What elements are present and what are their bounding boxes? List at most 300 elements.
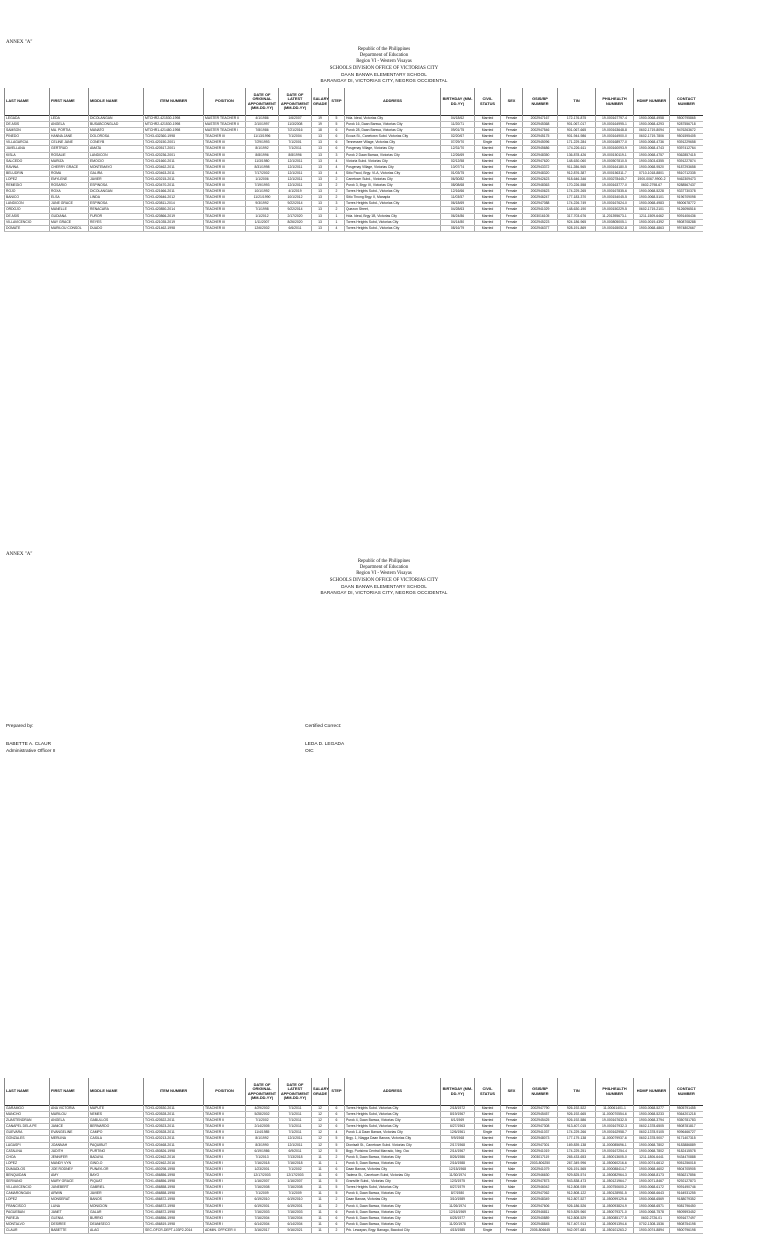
table-row (5, 225, 703, 231)
cell-gsis-number: 2002946377 (523, 225, 558, 231)
header-republic: Republic of the Philippines (357, 47, 411, 52)
cell-middle-name: FUROR (89, 213, 144, 219)
cell-address: Dionisalt St., Canetown Subd. Victorias City (345, 1142, 441, 1148)
cell-middle-name: LANDICON (89, 152, 144, 158)
cell-step: 4 (329, 158, 345, 164)
cell-last-name: LOPEZ (5, 176, 50, 182)
cell-first-name: CHERRY GRACE (50, 164, 89, 170)
cell-tin: 926-192-586 (558, 1118, 596, 1124)
cell-step: 5 (329, 1142, 345, 1148)
cell-sex: Female (501, 1148, 523, 1154)
cell-civil-status: Married (475, 1142, 501, 1148)
cell-philhealth-number: 11-000070554-6 (596, 1112, 634, 1118)
cell-contact-number: 9510712335 (670, 170, 703, 176)
cell-tin: 926-192-522 (558, 1106, 596, 1112)
cell-last-name: VILLAVICENCIO (5, 219, 50, 225)
cell-civil-status: Married (475, 225, 501, 231)
cell-last-name: CAMARONGAN (5, 1191, 50, 1197)
cell-philhealth-number: 19-000168977-0 (596, 140, 634, 146)
cell-original-appointment: 4/1/1986 (246, 116, 279, 122)
cell-hdmf-number: 1900-0068-7802 (634, 1148, 670, 1154)
column-header-last-name: LAST NAME (5, 88, 50, 116)
cell-item-number: TCH3-420528-2011 (144, 1130, 204, 1136)
cell-birthday: 11/26/1974 (441, 1203, 475, 1209)
cell-address: Purok 3, Brgy. III, Victorias City (345, 183, 441, 189)
cell-latest-appointment: 7/1/2011 (279, 146, 312, 152)
cell-last-name: BELUDRIN (5, 170, 50, 176)
cell-step: 4 (329, 1130, 345, 1136)
cell-item-number: TCH3-420646-2012 (144, 195, 204, 201)
cell-sex: Female (501, 189, 523, 195)
cell-address: Torres Heights Subd, Victorias City (345, 219, 441, 225)
personnel-table (4, 1078, 703, 1234)
cell-first-name: MARILOU (50, 1112, 89, 1118)
cell-middle-name: ALAG (89, 1227, 144, 1233)
cell-contact-number: 9337730378 (670, 189, 703, 195)
cell-middle-name: BERNARDO (89, 1124, 144, 1130)
cell-latest-appointment: 6/19/2010 (279, 1197, 312, 1203)
cell-position: MASTER TEACHER I (204, 128, 246, 134)
cell-middle-name: MANATO (89, 128, 144, 134)
cell-address: Sitio Paod, Brgy. VI-A, Victorias City (345, 170, 441, 176)
cell-latest-appointment: 7/13/2018 (279, 1154, 312, 1160)
prepared-by-label: Prepared by: (6, 724, 34, 729)
cell-salary-grade: 12 (312, 1130, 329, 1136)
table-header-row (5, 88, 703, 116)
cell-hdmf-number: 1900-0068-8173 (634, 1173, 670, 1179)
cell-birthday: 06/30/82 (441, 176, 475, 182)
cell-step: 5 (329, 122, 345, 128)
column-header-birthday: BIRTHDAY (MM-DD-YY) (441, 88, 475, 116)
column-header-salary-grade: SALARY GRADE (312, 1078, 329, 1106)
cell-philhealth-number: 11-050101263-2 (596, 1227, 634, 1233)
column-header-contact-number: CONTACT NUMBER (670, 1078, 703, 1106)
cell-step: 5 (329, 1185, 345, 1191)
cell-first-name: ROMA (50, 170, 89, 176)
cell-philhealth-number: 19-000150119-1 (596, 152, 634, 158)
cell-gsis-number: 2002941037 (523, 1130, 558, 1136)
cell-step: 2 (329, 195, 345, 201)
cell-salary-grade: 13 (312, 170, 329, 176)
cell-middle-name: DICOLANGAN (89, 189, 144, 195)
cell-latest-appointment: 7/21/2016 (279, 128, 312, 134)
cell-salary-grade: 13 (312, 201, 329, 207)
cell-position: TEACHER II (204, 1124, 246, 1130)
cell-philhealth-number: 19-000154045-5 (596, 195, 634, 201)
cell-philhealth-number: 19-000167835-6 (596, 189, 634, 195)
cell-civil-status: Married (475, 1148, 501, 1154)
cell-contact-number: 9504705905 (670, 1166, 703, 1172)
cell-last-name: CANAPEL DELA PE (5, 1124, 50, 1130)
cell-tin: 929-825-574 (558, 1173, 596, 1179)
cell-address: Tadena St., Canetown Subd, Victorias City (345, 1173, 441, 1179)
cell-last-name: MONTALVO (5, 1221, 50, 1227)
cell-birthday: 04/14/80 (441, 219, 475, 225)
cell-latest-appointment: 12/1/2011 (279, 1136, 312, 1142)
cell-birthday: 11/20/1978 (441, 1221, 475, 1227)
annex-label: ANNEX "A" (6, 552, 33, 557)
cell-philhealth-number: 19-000156311-7 (596, 170, 634, 176)
cell-hdmf-number: 0602-1378-9105 (634, 1130, 670, 1136)
cell-step: 6 (329, 1209, 345, 1215)
cell-gsis-number: 2002948363 (523, 183, 558, 189)
cell-latest-appointment: 7/1/2002 (279, 1166, 312, 1172)
cell-item-number: MTCHR2-421530-1998 (144, 122, 204, 128)
cell-last-name: RAVINA (5, 164, 50, 170)
cell-step: 1 (329, 219, 345, 225)
cell-position: TEACHER II (204, 1142, 246, 1148)
cell-sex: Female (501, 1173, 523, 1179)
cell-position: TEACHER I (204, 1191, 246, 1197)
cell-first-name: ROXA (50, 189, 89, 195)
cell-latest-appointment: 7/1/2011 (279, 1124, 312, 1130)
table-body (5, 1106, 703, 1234)
cell-salary-grade: 12 (312, 1142, 329, 1148)
cell-middle-name: PAQUIBUT (89, 1142, 144, 1148)
cell-original-appointment: 9/3/1992 (246, 201, 279, 207)
cell-philhealth-number: 19-000278445-7 (596, 176, 634, 182)
cell-latest-appointment: 7/1/2011 (279, 1130, 312, 1136)
cell-civil-status: Married (475, 164, 501, 170)
column-header-philhealth-number: PHILHEALTH NUMBER (596, 1078, 634, 1106)
cell-first-name: ANGELA (50, 122, 89, 128)
cell-item-number: TCH3-420530-2011 (144, 1106, 204, 1112)
cell-first-name: MANELLE (50, 207, 89, 213)
cell-birthday: 12/3/1975 (441, 1179, 475, 1185)
header-department: Department of Education (359, 53, 409, 59)
cell-philhealth-number: 19-000167632-5 (596, 1118, 634, 1124)
cell-step: 1 (329, 1160, 345, 1166)
cell-philhealth-number: 19-000167932-3 (596, 1124, 634, 1130)
cell-tin: 172-176-875 (558, 116, 596, 122)
cell-last-name: LEGADA (5, 116, 50, 122)
cell-original-appointment: 7/8/1986 (246, 128, 279, 134)
cell-address: Victoria Subd. Victorias City (345, 158, 441, 164)
cell-middle-name: CONEYB (89, 140, 144, 146)
cell-first-name: JANICE (50, 1124, 89, 1130)
cell-position: TEACHER I (204, 1197, 246, 1203)
cell-address: Torres Heights Subd, Victorias City (345, 1112, 441, 1118)
cell-item-number: TCH1-456872-1998 (144, 1203, 204, 1209)
cell-middle-name: DICOLANGAN (89, 116, 144, 122)
cell-gsis-number: 2002943372 (523, 164, 558, 170)
cell-tin: 912-808-122 (558, 1191, 596, 1197)
cell-birthday: 9/9/1968 (441, 1136, 475, 1142)
cell-philhealth-number: 19-000163648-8 (596, 128, 634, 134)
cell-civil-status: Married (475, 1179, 501, 1185)
cell-middle-name: ESPINOSA (89, 201, 144, 207)
cell-sex: Female (501, 213, 523, 219)
cell-latest-appointment: 12/1/2011 (279, 176, 312, 182)
cell-latest-appointment: 7/1/2011 (279, 1106, 312, 1112)
column-header-salary-grade: SALARY GRADE (312, 88, 329, 116)
cell-item-number: TCH1-456872-1998 (144, 1209, 204, 1215)
cell-middle-name: CAMPO (89, 1130, 144, 1136)
cell-contact-number: 9476263672 (670, 128, 703, 134)
cell-first-name: ELSA (50, 195, 89, 201)
cell-step: 3 (329, 201, 345, 207)
cell-sex: Female (501, 195, 523, 201)
column-header-original-appointment: DATE OF ORIGINAL APPOINTMENT (MM-DD-YY) (246, 88, 279, 116)
column-header-address: ADDRESS (345, 88, 441, 116)
cell-item-number: TCH1-456856-1998 (144, 1215, 204, 1221)
cell-hdmf-number: 1900-0068-4863 (634, 225, 670, 231)
cell-item-number: TCH3-420215-2011 (144, 176, 204, 182)
cell-position: TEACHER I (204, 1166, 246, 1172)
cell-contact-number: 9096466727 (670, 1130, 703, 1136)
cell-tin: 174-229-251 (558, 1148, 596, 1154)
cell-philhealth-number: 11-000088414-7 (596, 1166, 634, 1172)
cell-address: Tennessee Village, Victorias City (345, 140, 441, 146)
cell-civil-status: Married (475, 213, 501, 219)
cell-original-appointment: 7/1/1998 (246, 207, 279, 213)
cell-tin: 913-407-015 (558, 1124, 596, 1130)
column-header-tin: TIN (558, 1078, 596, 1106)
cell-civil-status: Married (475, 1118, 501, 1124)
header-division: SCHOOLS DIVISION OFFICE OF VICTORIAS CITY (329, 65, 439, 71)
cell-gsis-number: 2002940889 (523, 1215, 558, 1221)
cell-sex: Female (501, 183, 523, 189)
cell-last-name: PAGUEBAN (5, 1209, 50, 1215)
cell-contact-number: 9364201218 (670, 1112, 703, 1118)
cell-civil-status: Married (475, 207, 501, 213)
cell-middle-name: LINDA (89, 195, 144, 201)
cell-tin: 174-226-749 (558, 201, 596, 207)
column-header-last-name: LAST NAME (5, 1078, 50, 1106)
cell-address: Brgy. Purisima Central Marrado, Neg. Occ (345, 1148, 441, 1154)
cell-item-number: TCH3-420850-2014 (144, 207, 204, 213)
cell-item-number: TCH1-456856-1998 (144, 1173, 204, 1179)
cell-hdmf-number: 0602-1719-2101 (634, 207, 670, 213)
cell-sex: Female (501, 1179, 523, 1185)
cell-last-name: SERVANO (5, 1179, 50, 1185)
cell-original-appointment: 6/19/2010 (246, 1197, 279, 1203)
cell-hdmf-number: 1900-0068-4958 (634, 116, 670, 122)
cell-step: 2 (329, 207, 345, 213)
cell-latest-appointment: 12/1/2011 (279, 1142, 312, 1148)
cell-hdmf-number: 1900-0068-5233 (634, 1112, 670, 1118)
cell-position: TEACHER I (204, 1179, 246, 1185)
cell-philhealth-number: 11-050085177-5 (596, 1215, 634, 1221)
cell-salary-grade: 19 (312, 122, 329, 128)
cell-middle-name: BADAYA (89, 1154, 144, 1160)
cell-salary-grade: 12 (312, 1118, 329, 1124)
cell-civil-status: Married (475, 1160, 501, 1166)
cell-tin: 174-226-611 (558, 146, 596, 152)
cell-item-number: TCH3-450826-1998 (144, 1148, 204, 1154)
cell-tin: 177-179-138 (558, 1136, 596, 1142)
cell-tin: 174-229-265 (558, 189, 596, 195)
cell-first-name: HANNA JANE (50, 134, 89, 140)
cell-birthday: 01/03/75 (441, 170, 475, 176)
cell-tin: 912-808-529 (558, 1215, 596, 1221)
cell-contact-number: 9287556718 (670, 122, 703, 128)
cell-latest-appointment: 7/16/2018 (279, 1160, 312, 1166)
cell-philhealth-number: 19-000163777-0 (596, 183, 634, 189)
cell-civil-status: Married (475, 1197, 501, 1203)
cell-gsis-number: 2002945175 (523, 134, 558, 140)
cell-contact-number: 9171407315 (670, 1136, 703, 1142)
cell-tin: 928-191-869 (558, 225, 596, 231)
cell-step: 6 (329, 134, 345, 140)
column-header-position: POSITION (204, 88, 246, 116)
cell-civil-status: Married (475, 146, 501, 152)
cell-birthday: 08/16/79 (441, 225, 475, 231)
cell-middle-name: BUSABCONGLAD (89, 122, 144, 128)
cell-step: 6 (329, 1124, 345, 1130)
cell-original-appointment: 7/19/1993 (246, 183, 279, 189)
cell-middle-name: DOLOROSA (89, 134, 144, 140)
cell-birthday: 3/10/1989 (441, 1197, 475, 1203)
cell-birthday: 6/25/1977 (441, 1215, 475, 1221)
cell-philhealth-number: 19-000164180-5 (596, 164, 634, 170)
cell-hdmf-number: 1900-0071-8467 (634, 1179, 670, 1185)
cell-tin: 901-067-017 (558, 122, 596, 128)
cell-last-name: CATALINA (5, 1148, 50, 1154)
cell-sex: Female (501, 1136, 523, 1142)
column-header-gsis-number: GSIS/BP NUMBER (523, 88, 558, 116)
cell-hdmf-number: 1900-0068-6569 (634, 1197, 670, 1203)
cell-last-name: BANICO (5, 195, 50, 201)
header-region: Region VI - Western Visayas (356, 59, 412, 65)
cell-gsis-number: 2002941019 (523, 1148, 558, 1154)
cell-first-name: ANA VICTORIA (50, 1106, 89, 1112)
cell-contact-number: 9051256018 (670, 1160, 703, 1166)
cell-middle-name: JAVIER (89, 1191, 144, 1197)
cell-address: Granville Subd., Victorias City (345, 1179, 441, 1185)
cell-tin: 912-876-387 (558, 170, 596, 176)
cell-philhealth-number: 11-050082964-3 (596, 1173, 634, 1179)
cell-salary-grade: 11 (312, 1203, 329, 1209)
cell-hdmf-number: 1900-0068-4602 (634, 1166, 670, 1172)
cell-position: TEACHER I (204, 1173, 246, 1179)
cell-address: Torres Heights Subd., Victorias City (345, 189, 441, 195)
cell-philhealth-number: 11-050091394-6 (596, 1221, 634, 1227)
cell-sex: Female (501, 1209, 523, 1215)
cell-original-appointment: 12/6/2002 (246, 225, 279, 231)
cell-tin: 942-097-681 (558, 1227, 596, 1233)
cell-contact-number: 9508708288 (670, 219, 703, 225)
cell-last-name: VILLAGARCIA (5, 140, 50, 146)
column-header-birthday: BIRTHDAY (MM-DD-YY) (441, 1078, 475, 1106)
cell-gsis-number: 2002940623 (523, 189, 558, 195)
cell-last-name: GONZALES (5, 1136, 50, 1142)
cell-sex: Female (501, 201, 523, 207)
cell-latest-appointment: 12/1/2011 (279, 183, 312, 189)
cell-first-name: MA. PORTIA (50, 128, 89, 134)
cell-contact-number: 9091406436 (670, 213, 703, 219)
cell-hdmf-number: 0602-1719-7806 (634, 134, 670, 140)
cell-salary-grade: 19 (312, 116, 329, 122)
column-header-philhealth-number: PHILHEALTH NUMBER (596, 88, 634, 116)
cell-middle-name: GALAR (89, 1209, 144, 1215)
cell-tin: 174-229-266 (558, 1130, 596, 1136)
cell-sex: Female (501, 1160, 523, 1166)
cell-salary-grade: 13 (312, 213, 329, 219)
cell-step: 5 (329, 116, 345, 122)
cell-first-name: LUNA (50, 1203, 89, 1209)
cell-last-name: DUMADLOS (5, 1166, 50, 1172)
cell-salary-grade: 13 (312, 183, 329, 189)
cell-tin: 148-630-060 (558, 158, 596, 164)
cell-salary-grade: 11 (312, 1166, 329, 1172)
cell-item-number: TCH1-456872-1998 (144, 1197, 204, 1203)
cell-address: Purok 4, Daan Banwa, Victorias City (345, 1118, 441, 1124)
cell-gsis-number: 2005-806645 (523, 1227, 558, 1233)
cell-gsis-number: 2002947873 (523, 1179, 558, 1185)
cell-position: TEACHER III (204, 213, 246, 219)
cell-birthday: 8/7/1980 (441, 1191, 475, 1197)
cell-gsis-number: 2002948320 (523, 170, 558, 176)
cell-address: Purok 5, Daan Banwa, Victorias City (345, 1160, 441, 1166)
cell-contact-number: 9188079352 (670, 1197, 703, 1203)
cell-birthday: 04/18/62 (441, 116, 475, 122)
cell-address: Posgenay Village, Victorias City (345, 164, 441, 170)
cell-civil-status: Married (475, 1154, 501, 1160)
cell-address: Purok 4, Daan Banwa, Victorias City (345, 1203, 441, 1209)
cell-sex: Male (501, 1185, 523, 1191)
cell-address: Torres Heights Subd, Victorias City (345, 1124, 441, 1130)
cell-first-name: JOE RODNEY (50, 1166, 89, 1172)
cell-civil-status: Married (475, 1173, 501, 1179)
cell-birthday: 02/20/67 (441, 134, 475, 140)
cell-original-appointment: 1/16/2007 (246, 1179, 279, 1185)
cell-first-name: CELINE JANE (50, 140, 89, 146)
cell-position: MASTER TEACHER II (204, 122, 246, 128)
cell-philhealth-number: 19-000167624-0 (596, 201, 634, 207)
cell-salary-grade: 12 (312, 1148, 329, 1154)
cell-latest-appointment: 12/1/2011 (279, 170, 312, 176)
cell-tin: 926-192-665 (558, 1112, 596, 1118)
cell-original-appointment: 7/16/2008 (246, 1185, 279, 1191)
cell-item-number: TCH3-420522-2011 (144, 1118, 204, 1124)
cell-contact-number: 9974802667 (670, 225, 703, 231)
cell-first-name: JOANNAH (50, 1142, 89, 1148)
cell-first-name: LEDA (50, 116, 89, 122)
cell-original-appointment: 6/19/1986 (246, 1148, 279, 1154)
cell-hdmf-number: 1900-0068-7802 (634, 1142, 670, 1148)
cell-original-appointment: 6/14/2004 (246, 1221, 279, 1227)
cell-civil-status: Married (475, 195, 501, 201)
cell-address: Daan Banwa, Victorias City (345, 1166, 441, 1172)
cell-middle-name: EMOCIO (89, 158, 144, 164)
cell-tin: 926-186-526 (558, 1203, 596, 1209)
cell-original-appointment: 6/19/2001 (246, 1203, 279, 1209)
cell-civil-status: Married (475, 158, 501, 164)
cell-original-appointment: 8/8/1996 (246, 152, 279, 158)
cell-middle-name: PUNAYLOR (89, 1166, 144, 1172)
cell-address: Brgy. 1, Niagga Daan Banwa, Victorias City (345, 1136, 441, 1142)
cell-gsis-number: 2002947790 (523, 1106, 558, 1112)
cell-position: TEACHER III (204, 176, 246, 182)
cell-hdmf-number: 0602-1378-6505 (634, 1124, 670, 1130)
cell-step: 2 (329, 183, 345, 189)
table-row (5, 1227, 703, 1233)
cell-salary-grade: 11 (312, 1197, 329, 1203)
column-header-gsis-number: GSIS/BP NUMBER (523, 1078, 558, 1106)
cell-first-name: JUNEBERT (50, 1185, 89, 1191)
cell-sex: Female (501, 225, 523, 231)
cell-original-appointment: 7/1/2013 (246, 1154, 279, 1160)
column-header-original-appointment: DATE OF ORIGINAL APPOINTMENT (MM-DD-YY) (246, 1078, 279, 1106)
cell-last-name: DE ASIS (5, 122, 50, 128)
header-division: SCHOOLS DIVISION OFFICE OF VICTORIAS CITY (329, 577, 439, 583)
cell-salary-grade: 11 (312, 1160, 329, 1166)
cell-first-name: MAY GRACE (50, 219, 89, 225)
cell-philhealth-number: 19-000160093-9 (596, 146, 634, 152)
cell-hdmf-number: 1900-0074-6612 (634, 1160, 670, 1166)
cell-contact-number: 9508754198 (670, 1221, 703, 1227)
